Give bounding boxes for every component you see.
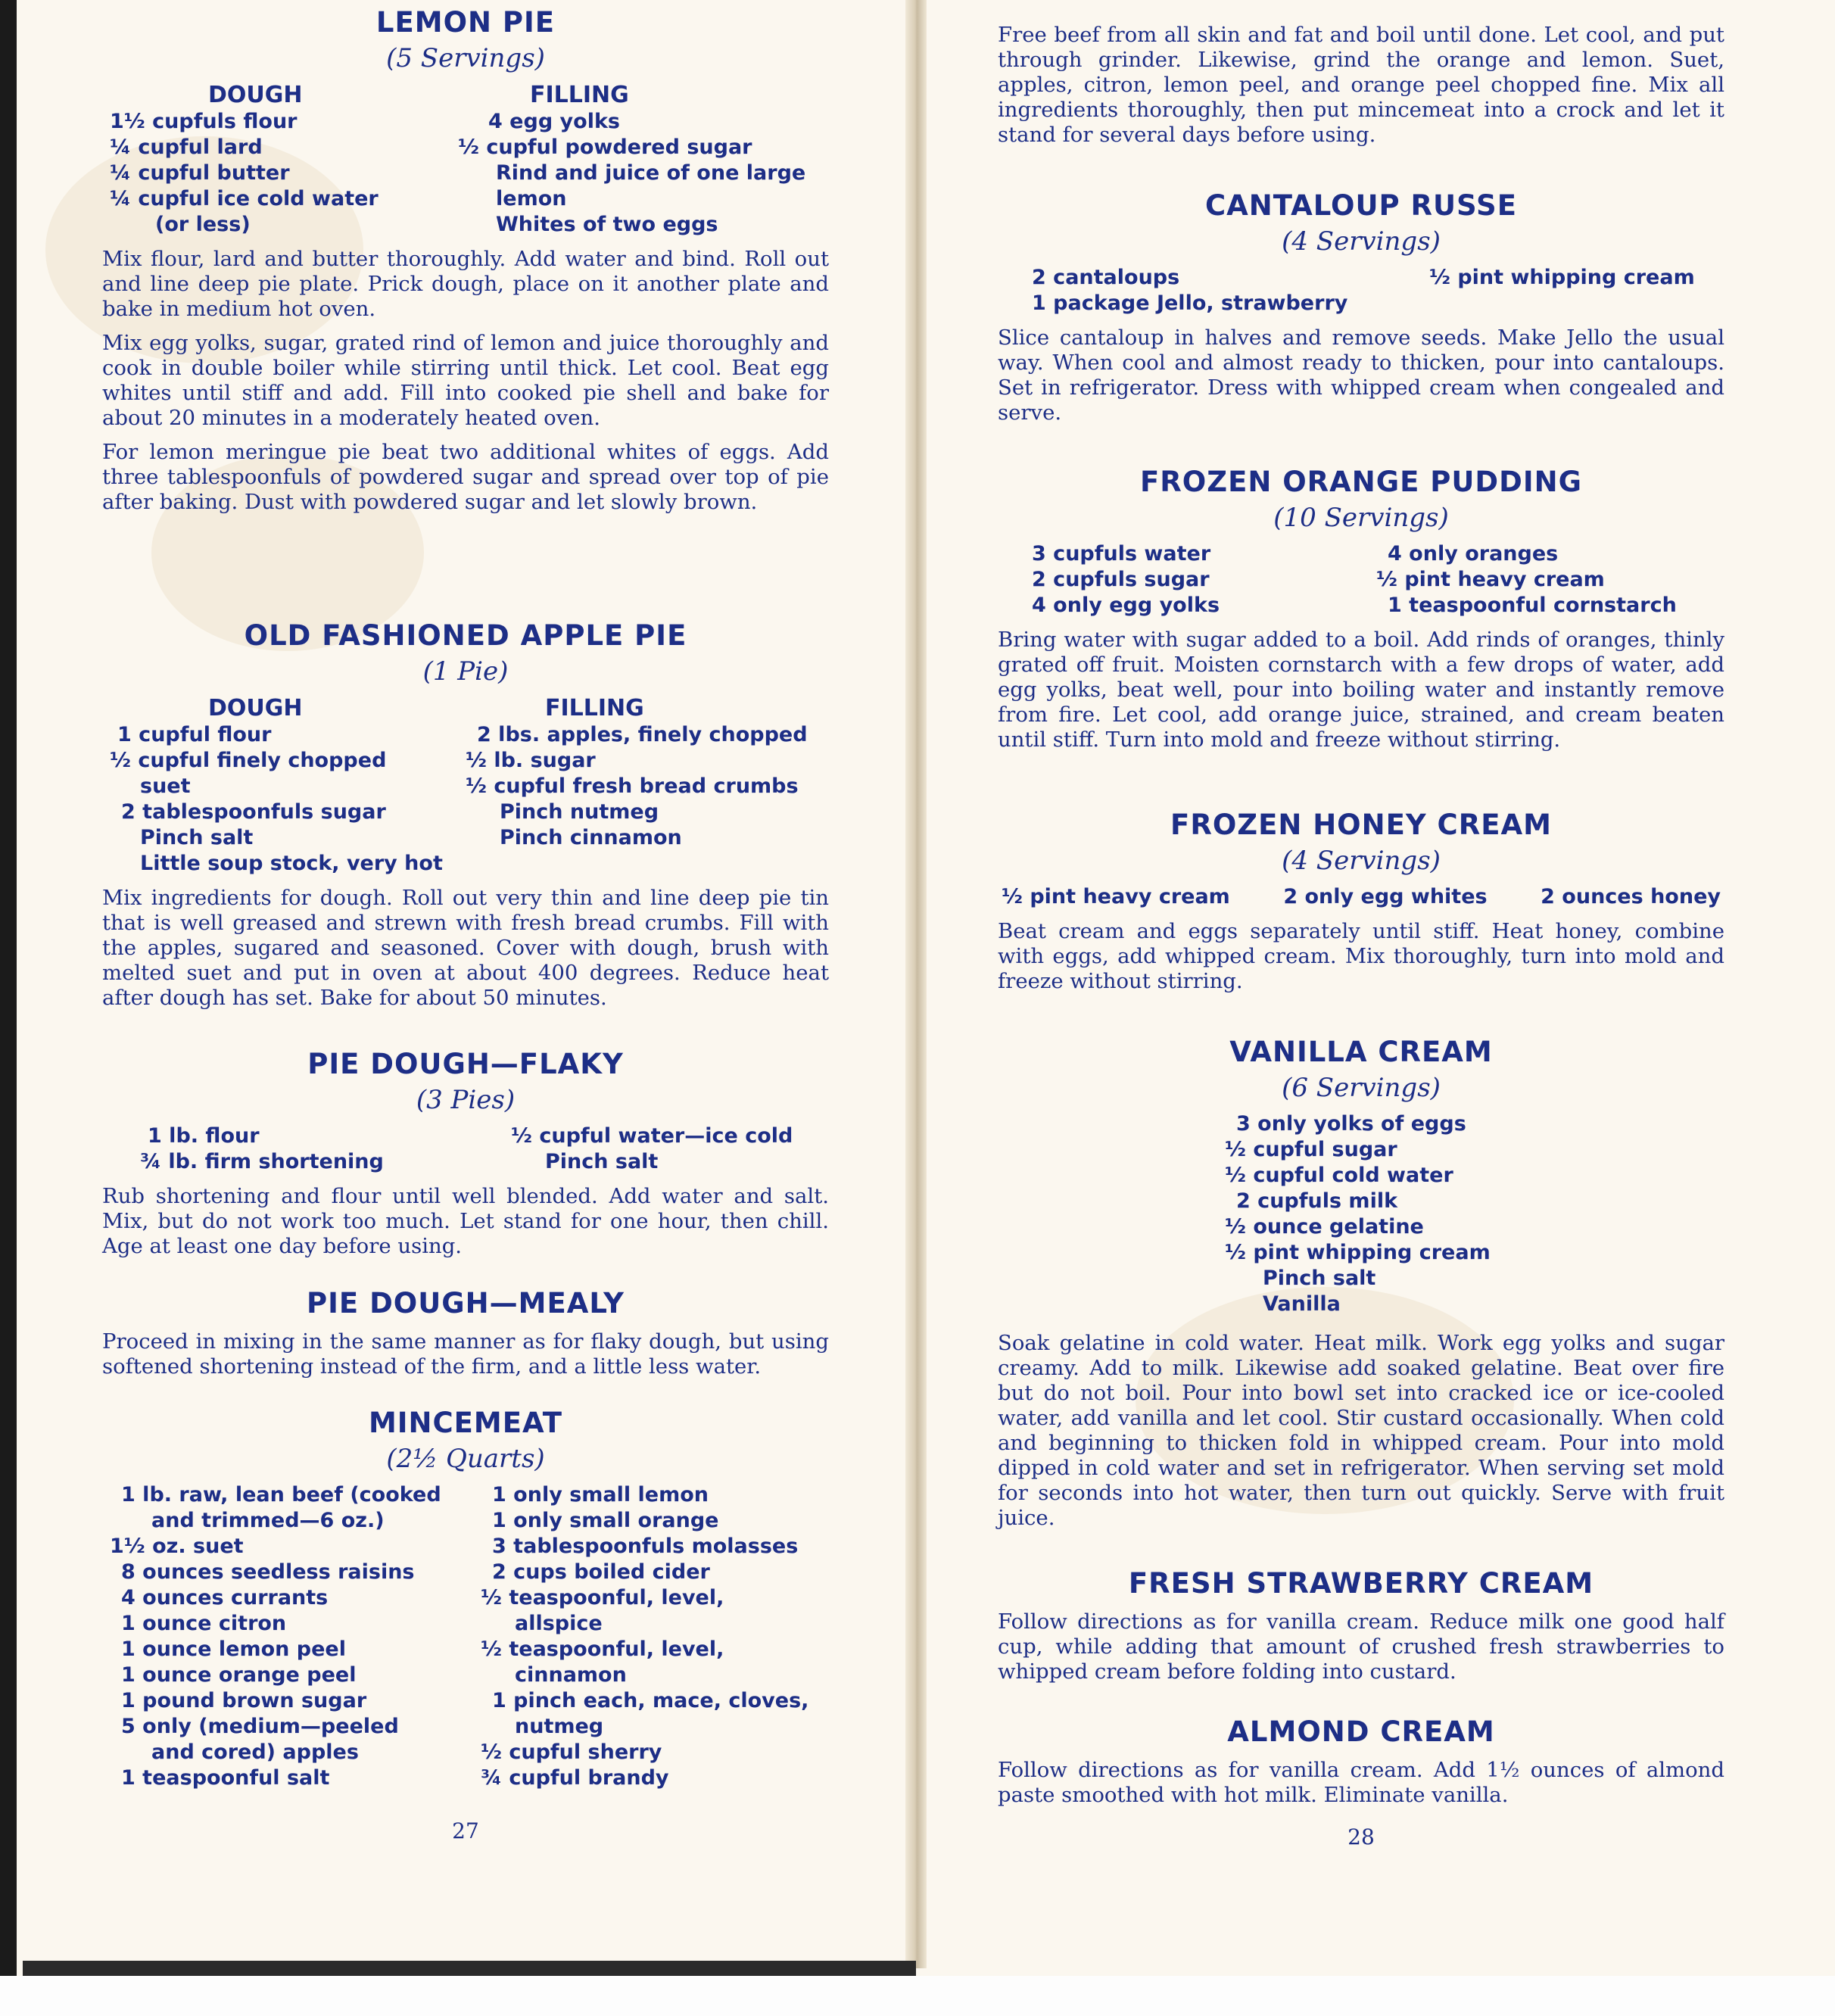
dough-heading: DOUGH (208, 82, 303, 108)
ingredients (998, 1111, 1724, 1317)
dough-heading: DOUGH (208, 695, 303, 721)
servings: (3 Pies) (416, 1085, 516, 1115)
recipe-title: LEMON PIE (375, 6, 556, 39)
servings: (5 Servings) (386, 43, 545, 73)
ingredient: ½ pint heavy cream (1376, 568, 1605, 591)
recipe-frozen-honey-cream (998, 809, 1724, 994)
ingredient: Whites of two eggs (496, 213, 718, 236)
ingredient: 1 ounce orange peel (121, 1663, 357, 1687)
recipe-vanilla-cream (998, 1036, 1724, 1531)
filling-heading: FILLING (545, 695, 644, 721)
recipe-apple-pie (102, 619, 829, 1011)
ingredient: 3 only yolks of eggs (1236, 1112, 1466, 1136)
ingredient: 4 only oranges (1388, 542, 1559, 566)
recipe-title: OLD FASHIONED APPLE PIE (244, 619, 687, 652)
instructions: Mix ingredients for dough. Roll out very thin and line deep pie tin that is well greased and strewn with fresh bread crumbs. Fill with the apples, sugared and seasoned. Cover with dough, brush with melted suet and put in oven at about 400 degrees. Reduce heat after dough has set. Bake for about 50 minutes. (102, 886, 829, 1010)
recipe-fresh-strawberry-cream (998, 1567, 1724, 1684)
ingredient: 3 tablespoonfuls molasses (492, 1535, 799, 1558)
ingredient: 8 ounces seedless raisins (121, 1560, 415, 1584)
ingredients-col2 (511, 1123, 829, 1175)
ingredient: 5 only (medium—peeled (121, 1715, 399, 1738)
ingredient: 2 cups boiled cider (492, 1560, 710, 1584)
recipe-mincemeat (102, 1407, 829, 1791)
page-number: 28 (1347, 1824, 1375, 1849)
ingredient: 1 ounce lemon peel (121, 1637, 346, 1661)
ingredient: 2 cupfuls sugar (1032, 568, 1210, 591)
ingredient: 3 cupfuls water (1032, 542, 1211, 566)
ingredient: Rind and juice of one large (496, 161, 806, 185)
servings: (2½ Quarts) (386, 1444, 545, 1474)
dough-ingredients (110, 109, 458, 238)
ingredient: 4 only egg yolks (1032, 594, 1220, 617)
instructions: Proceed in mixing in the same manner as for flaky dough, but using softened shortening instead of the firm, and a little less water. (102, 1329, 829, 1379)
instructions: Follow directions as for vanilla cream. Reduce milk one good half cup, while adding that amount of crushed fresh strawberries to whipped cream before folding into custard. (998, 1609, 1724, 1684)
recipe-title: VANILLA CREAM (1229, 1036, 1493, 1068)
ingredient: 1 teaspoonful cornstarch (1388, 594, 1677, 617)
page-edge-bottom (0, 1976, 1835, 2016)
center-fold (905, 0, 927, 1968)
ingredient: 2 cantaloups (1032, 266, 1180, 289)
ingredient: ½ cupful cold water (1225, 1164, 1453, 1187)
ingredients-col2 (481, 1482, 829, 1791)
ingredient: Pinch salt (140, 826, 254, 849)
servings: (4 Servings) (1282, 226, 1441, 257)
recipe-title: ALMOND CREAM (1227, 1715, 1495, 1748)
ingredient: ½ ounce gelatine (1225, 1215, 1424, 1239)
ingredient: ¼ cupful lard (110, 136, 263, 159)
ingredient: Pinch cinnamon (500, 826, 682, 849)
mincemeat-instructions: Free beef from all skin and fat and boil until done. Let cool, and put through grinder. Likewise, grind the orange and lemon. Suet, apples, citron, lemon peel, and orange peel chopped fine. Mix all ingredients thoroughly, then put mincemeat into a crock and let it stand for several days before using. (998, 23, 1724, 147)
ingredient: 1 ounce citron (121, 1612, 287, 1635)
ingredient: 4 egg yolks (488, 110, 620, 133)
ingredients-col1 (998, 541, 1376, 619)
servings: (4 Servings) (1282, 846, 1441, 876)
ingredient: ½ pint whipping cream (1429, 266, 1695, 289)
ingredient: and trimmed—6 oz.) (151, 1509, 385, 1532)
recipe-pie-dough-mealy (102, 1287, 829, 1379)
ingredient: 1 cupful flour (117, 723, 272, 746)
ingredient: ¼ cupful butter (110, 161, 290, 185)
instructions: For lemon meringue pie beat two additional whites of eggs. Add three tablespoonfuls of powdered sugar and spread over top of pie after baking. Dust with powdered sugar and let slowly brown. (102, 440, 829, 514)
servings: (10 Servings) (1273, 503, 1449, 533)
page-right (998, 0, 1724, 1968)
ingredient: cinnamon (515, 1663, 627, 1687)
ingredient: ½ cupful water—ice cold (511, 1124, 793, 1148)
filling-ingredients (466, 722, 829, 851)
recipe-frozen-orange-pudding (998, 466, 1724, 752)
filling-heading: FILLING (530, 82, 629, 108)
ingredient: lemon (496, 187, 567, 210)
ingredient: Vanilla (1263, 1292, 1341, 1316)
ingredient: ¾ lb. firm shortening (140, 1150, 384, 1173)
ingredient: 1 only small orange (492, 1509, 719, 1532)
ingredients-col1 (102, 1123, 511, 1175)
ingredient: 1½ oz. suet (110, 1535, 244, 1558)
ingredient: ½ cupful finely chopped (110, 749, 387, 772)
ingredients-col2 (1429, 265, 1724, 316)
instructions: Mix egg yolks, sugar, grated rind of lemon and juice thoroughly and cook in double boiler while stirring until thick. Let cool. Beat egg whites until stiff and add. Fill into cooked pie shell and bake for about 20 minutes in a moderately heated oven. (102, 331, 829, 430)
ingredient: ½ teaspoonful, level, (481, 1637, 724, 1661)
ingredient: 2 tablespoonfuls sugar (121, 800, 386, 824)
ingredient: 1½ cupfuls flour (110, 110, 298, 133)
recipe-title: PIE DOUGH—FLAKY (307, 1048, 624, 1080)
recipe-title: FRESH STRAWBERRY CREAM (1128, 1567, 1594, 1600)
ingredient: ½ lb. sugar (466, 749, 596, 772)
ingredient: allspice (515, 1612, 603, 1635)
ingredient: 1 lb. flour (148, 1124, 260, 1148)
page-left (102, 0, 829, 1968)
ingredient: ¼ cupful ice cold water (110, 187, 379, 210)
ingredients-col1 (102, 1482, 481, 1791)
ingredient: ½ pint heavy cream (1002, 885, 1230, 908)
ingredient: Pinch salt (545, 1150, 659, 1173)
ingredient: suet (140, 774, 191, 798)
ingredient: Little soup stock, very hot (140, 852, 443, 875)
recipe-cantaloup-russe (998, 189, 1724, 425)
servings: (1 Pie) (422, 656, 509, 687)
ingredient: 1 pound brown sugar (121, 1689, 367, 1712)
ingredients-col1 (998, 265, 1429, 316)
ingredient: 1 package Jello, strawberry (1032, 291, 1348, 315)
ingredient: and cored) apples (151, 1740, 359, 1764)
instructions: Beat cream and eggs separately until stiff. Heat honey, combine with eggs, add whipped cream. Mix thoroughly, turn into mold and freeze without stirring. (998, 919, 1724, 993)
instructions: Bring water with sugar added to a boil. Add rinds of oranges, thinly grated off fruit. Moisten cornstarch with a few drops of water, add egg yolks, beat well, pour into boiling water and instantly remove from fire. Let cool, add orange juice, strained, and cream beaten until stiff. Turn into mold and freeze without stirring. (998, 628, 1724, 752)
recipe-title: MINCEMEAT (368, 1407, 563, 1439)
ingredients (998, 884, 1724, 910)
ingredient: Pinch salt (1263, 1267, 1376, 1290)
ingredient: ½ pint whipping cream (1225, 1241, 1491, 1264)
ingredient: (or less) (155, 213, 251, 236)
ingredient: 2 ounces honey (1541, 885, 1721, 908)
recipe-title: FROZEN HONEY CREAM (1170, 809, 1552, 841)
servings: (6 Servings) (1282, 1073, 1441, 1103)
recipe-lemon-pie (102, 6, 829, 515)
ingredients-col2 (1376, 541, 1724, 619)
ingredient: 2 cupfuls milk (1236, 1189, 1398, 1213)
ingredient: ½ cupful fresh bread crumbs (466, 774, 799, 798)
ingredient: Pinch nutmeg (500, 800, 659, 824)
instructions: Soak gelatine in cold water. Heat milk. Work egg yolks and sugar creamy. Add to milk. Likewise add soaked gelatine. Beat over fire but do not boil. Pour into bowl set into cracked ice or ice-cooled water, add vanilla and let cool. Stir custard occasionally. When cold and beginning to thicken fold in whipped cream. Pour into mold dipped in cold water and set in refrigerator. When serving set mold for seconds into hot water, then turn out quickly. Serve with fruit juice. (998, 1331, 1724, 1530)
instructions: Slice cantaloup in halves and remove seeds. Make Jello the usual way. When cool and almost ready to thicken, pour into cantaloups. Set in refrigerator. Dress with whipped cream when congealed and serve. (998, 326, 1724, 425)
ingredient: 1 only small lemon (492, 1483, 709, 1507)
ingredient: 4 ounces currants (121, 1586, 329, 1609)
ingredient: ¾ cupful brandy (481, 1766, 669, 1790)
recipe-title: CANTALOUP RUSSE (1205, 189, 1517, 222)
instructions: Follow directions as for vanilla cream. Add 1½ ounces of almond paste smoothed with hot milk. Eliminate vanilla. (998, 1758, 1724, 1807)
instructions: Mix flour, lard and butter thoroughly. Add water and bind. Roll out and line deep pie plate. Prick dough, place on it another plate and bake in medium hot oven. (102, 247, 829, 321)
recipe-title: FROZEN ORANGE PUDDING (1140, 466, 1582, 498)
page-number: 27 (452, 1818, 479, 1843)
ingredient: ½ cupful sugar (1225, 1138, 1397, 1161)
recipe-pie-dough-flaky (102, 1048, 829, 1259)
ingredient: ½ teaspoonful, level, (481, 1586, 724, 1609)
ingredient: nutmeg (515, 1715, 604, 1738)
ingredient: ½ cupful powdered sugar (458, 136, 752, 159)
ingredient: ½ cupful sherry (481, 1740, 662, 1764)
filling-ingredients (458, 109, 829, 238)
instructions: Rub shortening and flour until well blended. Add water and salt. Mix, but do not work too much. Let stand for one hour, then chill. Age at least one day before using. (102, 1184, 829, 1258)
ingredient: 2 lbs. apples, finely chopped (477, 723, 808, 746)
ingredient: 1 lb. raw, lean beef (cooked (121, 1483, 441, 1507)
dough-ingredients (110, 722, 466, 877)
page-edge-left (0, 0, 17, 2016)
ingredient: 1 pinch each, mace, cloves, (492, 1689, 809, 1712)
recipe-almond-cream (998, 1715, 1724, 1808)
ingredient: 2 only egg whites (1283, 885, 1488, 908)
recipe-title: PIE DOUGH—MEALY (307, 1287, 625, 1320)
ingredient: 1 teaspoonful salt (121, 1766, 330, 1790)
